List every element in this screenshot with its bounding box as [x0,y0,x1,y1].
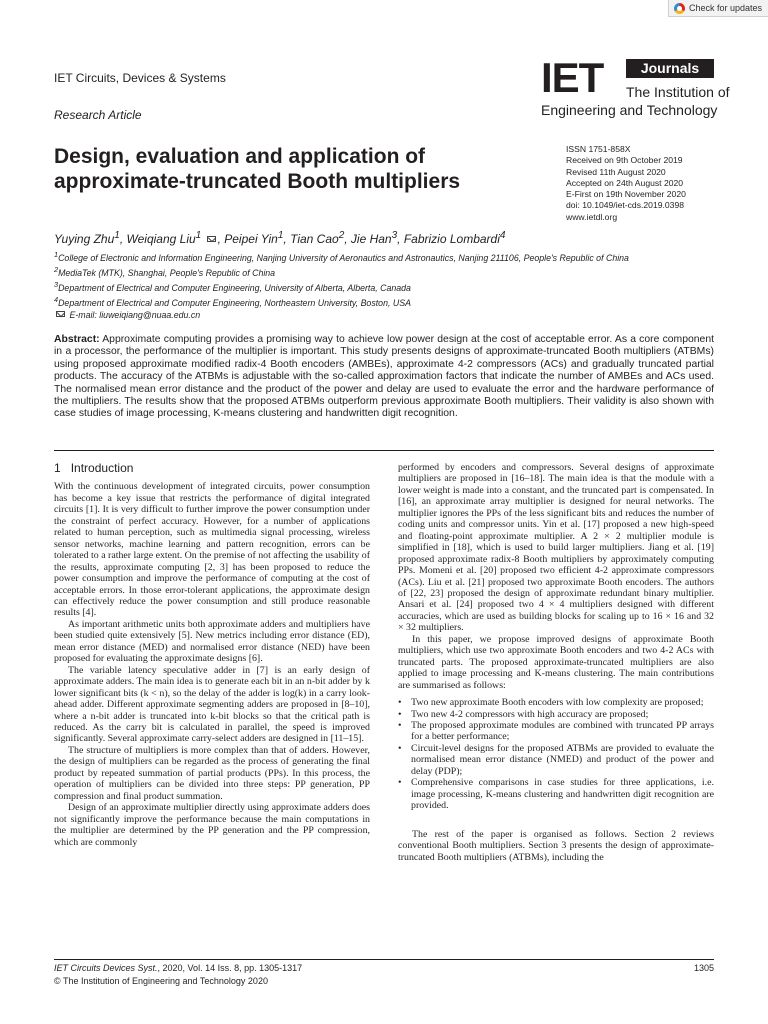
check-for-updates-badge[interactable] [668,0,768,17]
list-item: • Two new approximate Booth encoders with low complexity are proposed; [398,697,714,708]
doi-link[interactable]: doi: 10.1049/iet-cds.2019.0398 [566,200,685,211]
email-icon [56,311,65,317]
contribution-list [398,697,714,812]
paragraph: The rest of the paper is organised as follows. Section 2 reviews conventional Booth multipliers. Section 3 presents the design of approximate-truncated Booth multipliers (ATBMs), including the [398,828,714,863]
article-type: Research Article [54,108,142,122]
crossmark-icon [674,3,685,14]
paragraph: performed by encoders and compressors. Several designs of approximate multipliers are proposed in [16–18]. The main idea is that the module with a lower weight is made into a constant, and the truncated part is compensated. In [16], an approximate array multiplier is designed for neural networks. The multiplier ignores the PPs of the less significant bits and reduces the number of coding units and compressor units. Yin et al. [17] proposed a new high-speed and floating-point approximate multiplier. A 2 × 2 multiplier module is simplified in [18], which is used to build larger multipliers. Jiang et al. [19] proposed approximate radix-8 Booth multipliers by approximately computing PPs. Momeni et al. [20] proposed two efficient 4-2 approximate compressors (ACs). Liu et al. [21] proposed two approximate Booth encoders. The authors of [22, 23] proposed the design of approximate redundant binary multiplier. Ansari et al. [24] proposed two 4 × 4 multipliers designed with different accuracies, which are used as building blocks for scaling up to 16 × 16 and 32 × 32 multipliers. [398,462,714,634]
email-icon [207,236,216,242]
affil-sup: 1 [114,230,120,241]
list-item: • Comprehensive comparisons in case studies for three applications, i.e. image processing, K-means clustering and handwritten digit recognition are provided. [398,777,714,811]
author-name[interactable]: Fabrizio Lombardi [403,232,500,246]
affiliation: $^1$College of Electronic and Information Engineering, Nanjing University of Aeronautics and Astronautics, Nanjing 211106, People's Republic of China [54,250,629,263]
affiliation: $^4$Department of Electrical and Computer Engineering, Northeastern University, Boston, USA [54,294,411,308]
paragraph: With the continuous development of integrated circuits, power consumption has become a key issue that restricts the performance of digital integrated circuits [1]. It is very difficult to further improve the power consumption under the constraint of perfect accuracy. However, for a number of applications related to human perception, such as multimedia signal processing, wireless sensor networks, machine learning and pattern recognition, errors can be tolerated to a rather large extent. On the premise of not affecting the usability of the results, approximate computing [2, 3] has been proposed to reduce the power consumption and improve the performance of computing at the cost of acceptable errors. In those error-tolerant applications, the approximate design can effectively reduce the power consumption and still produce reasonable results [4]. [54,481,370,619]
footer-citation: IET Circuits Devices Syst., 2020, Vol. 14 Iss. 8, pp. 1305-1317 [54,963,303,973]
affiliations [54,249,714,321]
body-column-left [54,462,370,848]
logo-mark: IET [541,54,604,101]
author-name[interactable]: Tian Cao [290,232,339,246]
affil-sup: 3 [391,230,398,241]
received-date: Received on 9th October 2019 [566,155,683,166]
abstract [54,334,714,421]
list-item: • The proposed approximate modules are combined with truncated PP arrays for a better performance; [398,720,714,743]
author-list: Yuying Zhu$^1$, Weiqiang Liu$^1$ , Peipei Yin$^1$, Tian Cao$^2$, Jie Han$^3$, Fabrizio Lombardi$^4$ [54,230,506,246]
journal-name: IET Circuits, Devices & Systems [54,71,226,85]
abstract-label: Abstract: [54,334,100,345]
author-name[interactable]: Yuying Zhu [54,232,115,246]
revised-date: Revised 11th August 2020 [566,166,666,177]
accepted-date: Accepted on 24th August 2020 [566,177,684,188]
logo-journals-tag: Journals [626,59,714,78]
footer-copyright: © The Institution of Engineering and Technology 2020 [54,976,268,986]
article-title: Design, evaluation and application of approximate-truncated Booth multipliers [54,145,461,193]
paragraph: The structure of multipliers is more complex than that of adders. However, the design of multipliers can be regarded as the process of generating the final product by repeated summation of partial products (PPs). In this process, the operation of multipliers can be divided into three steps: PP generation, PP compression and final product summation. [54,744,370,802]
article-meta [566,144,686,223]
list-item: • Circuit-level designs for the proposed ATBMs are provided to evaluate the normalised mean error distance (NMED) and product of the power and delay (PDP); [398,743,714,777]
page-number: 1305 [693,963,714,973]
paragraph: Design of an approximate multiplier directly using approximate adders does not significantly improve the performance because the main computations in the multiplier are determined by the PP generation and the PP compression, which are commonly [54,802,370,848]
list-item: • Two new 4-2 compressors with high accuracy are proposed; [398,709,714,720]
author-name[interactable]: Peipei Yin [224,232,278,246]
affil-sup: 4 [499,230,506,241]
author-name[interactable]: Weiqiang Liu [126,232,196,246]
abstract-text: Approximate computing provides a promising way to achieve low power design at the cost of acceptable error. As a core component in a processor, the performance of the multiplier is important. This study presents designs of approximate-truncated Booth multipliers (ATBMs) using proposed approximate modified radix-4 Booth encoders (AMBEs), approximate 4-2 compressors (ACs) and gradually truncated partial products. The accuracy of the ATBMs is adjustable with the so-called approximation factors that indicate the number of AMBEs and ACs used. The normalised mean error distance and the product of the power and delay are used to evaluate the error and the hardware performance of the multipliers. The results show that the proposed ATBMs outperform previous approximate Booth multipliers. Their validity is also shown with case studies of image processing, K-means clustering and handwritten digit recognition. [54,334,714,420]
paragraph: In this paper, we propose improved designs of approximate Booth multipliers, which use two approximate Booth encoders and two 4-2 ACs with truncated parts. The proposed approximate-truncated multipliers are also applied to image processing and K-means clustering. The main contributions are summarised as follows: [398,633,714,691]
section-heading: 1 Introduction [54,461,134,475]
paragraph: The variable latency speculative adder in [7] is an early design of approximate adders. The main idea is to generate each bit in an n-bit adder by k lower significant bits (k < n), so the delay of the adder is log(k) in a carry look-ahead adder. Different approximate segmenting adders are proposed in [8–10], where a n-bit adder is truncated into k-bit blocks so that the critical path is reduced. As the carry bit is calculated in parallel, the speed is improved significantly. Several approximate carry-select adders are designed in [11–15]. [54,664,370,745]
iet-journals-logo [541,54,730,124]
logo-line-1: The Institution of [626,84,730,100]
affiliation: $^2$MediaTek (MTK), Shanghai, People's Republic of China [54,264,276,278]
check-for-updates-label: Check for updates [689,3,763,13]
affiliation: $^3$Department of Electrical and Computer Engineering, University of Alberta, Alberta, Canada [54,279,411,293]
email-address[interactable]: E-mail: liuweiqiang@nuaa.edu.cn [69,309,201,320]
author-name[interactable]: Jie Han [350,232,392,246]
logo-line-2: Engineering and Technology [541,102,718,118]
affil-sup: 1 [195,230,202,241]
body-column-right [398,462,714,863]
efirst-date: E-First on 19th November 2020 [566,189,686,200]
paragraph: As important arithmetic units both approximate adders and multipliers have been studied quite extensively [5]. New metrics including error distance (ED), mean error distance (MED) and normalised error distance (NED) have been proposed for evaluating the approximate designs [6]. [54,618,370,665]
affil-sup: 2 [338,230,345,241]
issn: ISSN 1751-858X [566,144,631,154]
divider [54,959,714,960]
website-link[interactable]: www.ietdl.org [566,211,618,222]
corresponding-email [54,309,714,321]
divider [54,450,714,451]
affil-sup: 1 [277,230,284,241]
